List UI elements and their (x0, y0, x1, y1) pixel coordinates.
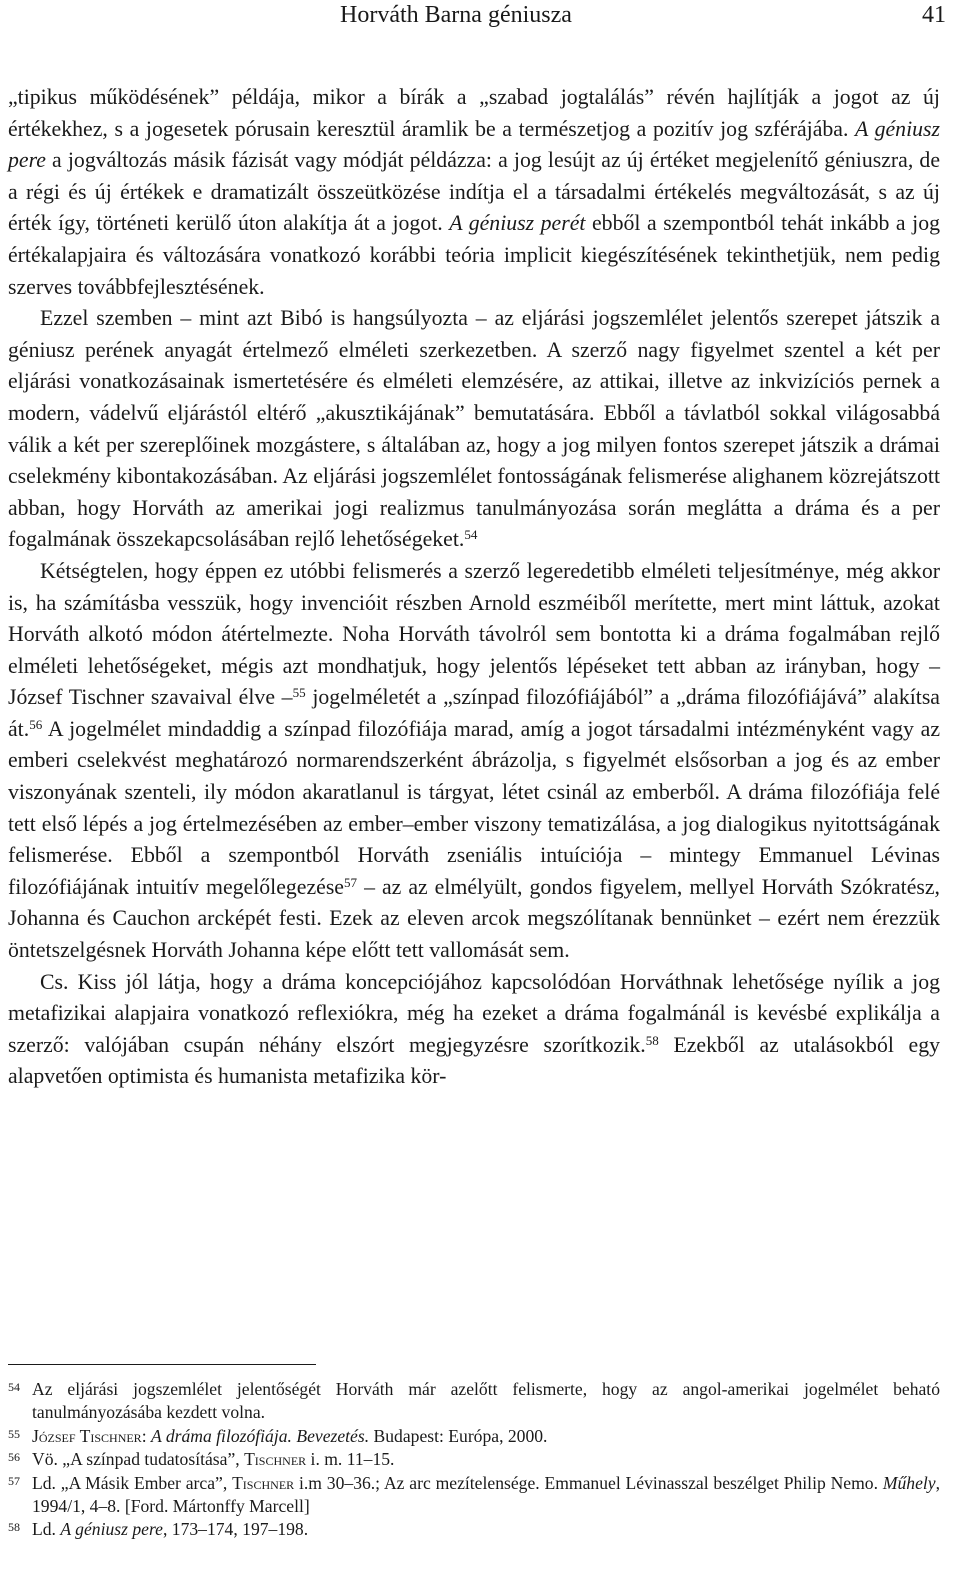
paragraph (8, 82, 940, 303)
footnote (8, 1448, 940, 1471)
footnote-reference: 56 (29, 716, 43, 732)
text-run: ebből a szempontból tehát inkább a jog értékalapjaira és változására vonatkozó korábbi teória implicit kiegészítésének tekinthetjük, nem pedig szerves továbbfejlesztésének. (8, 211, 940, 299)
text-run: Vö. „A színpad tudatosítása”, (32, 1449, 245, 1470)
italic-title: A géniusz perét (449, 211, 586, 236)
text-run: – az az elmélyült, gondos figyelem, mellyel Horváth Szókratész, Johanna és Cauchon arcképét festi. Ezek az eleven arcok megszólítanak bennünket – ezért nem érezzük öntetszelgésnek Horváth Johanna képe előtt tett vallomását sem. (8, 874, 941, 963)
footnote (8, 1378, 940, 1425)
footnote-number: 56 (8, 1450, 20, 1465)
running-title: Horváth Barna géniusza (340, 2, 572, 28)
footnote-number: 58 (8, 1520, 20, 1535)
text-run: Ld. (32, 1519, 61, 1540)
text-run: jogelméletét a „színpad filozófiájából” a „dráma filozófiájává” alakítsa át. (8, 685, 940, 741)
italic-title: Műhely (882, 1472, 936, 1493)
text-run: Kétségtelen, hogy éppen ez utóbbi felismerés a szerző legeredetibb elméleti teljesítménye, még akkor is, ha számításba vesszük, hogy invencióit részben Arnold eszméiből merítette, mert mint láttuk, azokat Horváth alkotó módon átértelmezte. Noha Horváth távolról sem bontotta ki a dráma fogalmában rejlő elméleti lehetőségeket, mégis azt mondhatjuk, hogy jelentős lépéseket tett abban az irányban, hogy – József Tischner szavaival élve – (8, 558, 940, 710)
footnote-number: 55 (8, 1426, 20, 1441)
footnote-reference: 57 (343, 874, 358, 890)
footnote-separator (8, 1364, 316, 1365)
text-run: Ezekből az utalásokból egy alapvetően optimista és humanista metafizika kör- (8, 1032, 940, 1089)
footnote-reference: 54 (464, 527, 478, 543)
text-run: Cs. Kiss jól látja, hogy a dráma koncepciójához kapcsolódóan Horváthnak lehetősége nyílik a jog metafizikai alapjaira vonatkozó reflexiókra, még ha ezeket a dráma fogalmánál is kevésbé explikálja a szerző: valójában csupán néhány elszórt megjegyzésre szorítkozik. (8, 969, 940, 1057)
paragraph (8, 556, 940, 967)
body-text (8, 82, 940, 1093)
footnote-number: 54 (8, 1380, 20, 1394)
footnote-number: 57 (8, 1473, 20, 1488)
text-run: i.m 30–36.; Az arc mezítelensége. Emmanuel Lévinasszal beszélget Philip Nemo. (294, 1472, 883, 1493)
footnote (8, 1518, 940, 1541)
footnote (8, 1472, 940, 1519)
text-run: A jogelmélet mindaddig a színpad filozófiája marad, amíg a jogot társadalmi intézményként vagy az emberi cselekvést meghatározó normarendszerként ábrázolja, s figyelmét elsősorban a jog és az ember viszonyának szenteli, ily módon akaratlanul is tárgyat, létet csinál az emberből. A dráma filozófiája felé tett első lépés a jog értelmezésében az ember–ember viszony tematizálása, a jog dialogikus nyitottságának felismerése. Ebből a szempontból Horváth zseniális intuíciója – mintegy Emmanuel Lévinas filozófiájának intuitív megelőlegezése (8, 716, 940, 899)
text-run: a jogváltozás másik fázisát vagy módját példázza: a jog lesújt az új értéket megjelenítő géniuszra, de a régi és új értékek e dramatizált összeütközése indítja el a társadalmi értékelés megváltozását, s az új érték így, történeti kerülő úton alakítja át a jogot. (8, 148, 940, 236)
page-header (0, 0, 960, 34)
italic-title: A dráma filozófiája. Bevezetés. (151, 1425, 370, 1446)
text-run: , 1994/1, 4–8. [Ford. Mártonffy Marcell] (32, 1472, 941, 1517)
paragraph (8, 303, 940, 556)
author-name: Tischner (244, 1449, 307, 1470)
text-run: , 173–174, 197–198. (162, 1519, 309, 1540)
text-run: Budapest: Európa, 2000. (369, 1425, 548, 1446)
text-run: Ld. „A Másik Ember arca”, (32, 1472, 233, 1493)
text-run: : (141, 1425, 151, 1446)
footnote-reference: 58 (645, 1032, 659, 1048)
footnotes (8, 1378, 940, 1542)
page-number: 41 (922, 2, 946, 28)
italic-title: A géniusz pere (8, 116, 940, 173)
italic-title: A géniusz pere (60, 1519, 163, 1540)
author-name: Tischner (232, 1472, 295, 1493)
paragraph (8, 967, 940, 1093)
text-run: „tipikus működésének” példája, mikor a bírák a „szabad jogtalálás” révén hajlítják a jogot az új értékekhez, s a jogesetek pórusain keresztül áramlik be a természetjog a pozitív jog szférájába. (8, 85, 940, 141)
author-name: József Tischner (32, 1425, 142, 1446)
footnote (8, 1425, 940, 1448)
footnote-reference: 55 (292, 685, 306, 701)
text-run: i. m. 11–15. (306, 1449, 395, 1470)
text-run: Az eljárási jogszemlélet jelentőségét Horváth már azelőtt felismerte, hogy az angol-amerikai jogelmélet beható tanulmányozásába kezdett volna. (32, 1379, 940, 1423)
text-run: Ezzel szemben – mint azt Bibó is hangsúlyozta – az eljárási jogszemlélet jelentős szerepet játszik a géniusz perének anyagát értelmező elméleti szerkezetben. A szerző nagy figyelmet szentel a két per eljárási vonatkozásainak ismertetésére és elméleti elemzésére, az attikai, illetve az inkvizíciós pernek a modern, vádelvű eljárástól eltérő „akusztikájának” bemutatására. Ebből a távlatból sokkal világosabbá válik a két per szereplőinek mozgástere, s általában az, hogy a jog milyen fontos szerepet játszik a drámai cselekmény kibontakozásában. Az eljárási jogszemlélet fontosságának felismerése alighanem közrejátszott abban, hogy Horváth az amerikai jogi realizmus tanulmányozása során meglátta a dráma és a per fogalmának összekapcsolásában rejlő lehetőségeket. (8, 306, 940, 552)
